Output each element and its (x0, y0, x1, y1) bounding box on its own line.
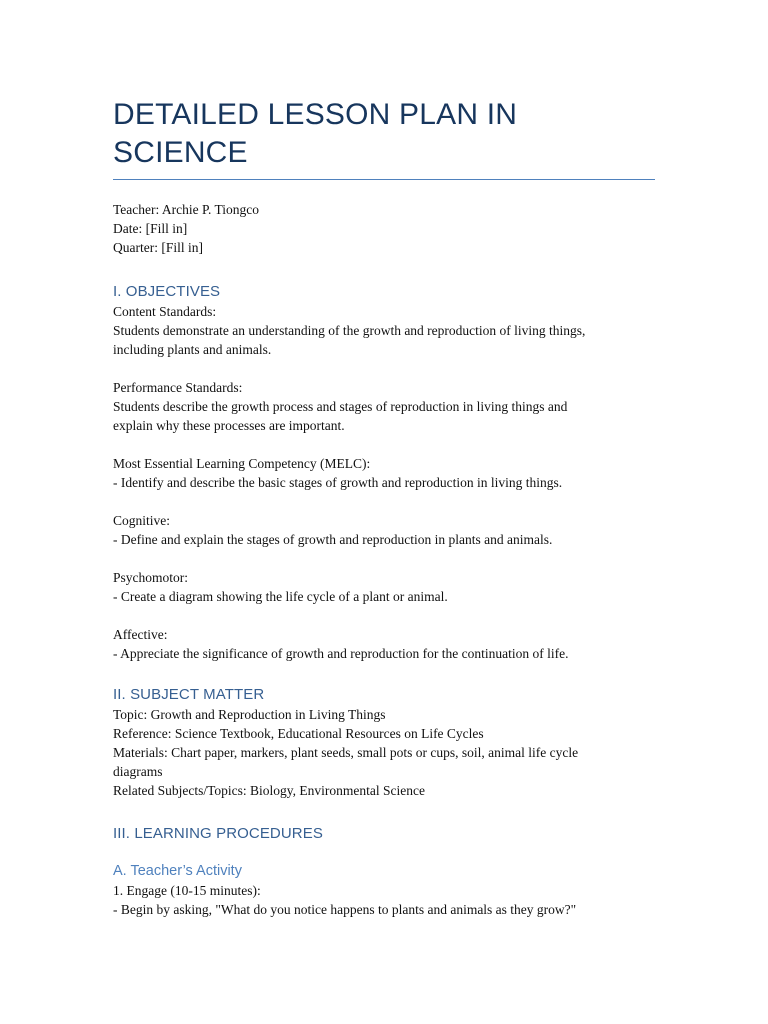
psychomotor-label: Psychomotor: (113, 570, 189, 585)
learning-procedures-heading: III. LEARNING PROCEDURES (113, 825, 323, 842)
engage-text: - Begin by asking, "What do you notice happens to plants and animals as they grow?" (113, 902, 577, 917)
meta-block (113, 200, 655, 257)
melc-text: - Identify and describe the basic stages of growth and reproduction in living things. (113, 475, 563, 490)
document-title: DETAILED LESSON PLAN IN SCIENCE (113, 96, 655, 180)
subject-matter-section (113, 685, 655, 800)
performance-standards-label: Performance Standards: (113, 380, 243, 395)
engage-line: 1. Engage (10-15 minutes): (113, 883, 261, 898)
content-standards-text-cont: including plants and animals. (113, 342, 272, 357)
performance-standards-text-cont: explain why these processes are important. (113, 418, 345, 433)
psychomotor-text: - Create a diagram showing the life cycle of a plant or animal. (113, 589, 448, 604)
materials-line-cont: diagrams (113, 764, 163, 779)
objectives-section (113, 282, 655, 663)
affective-text: - Appreciate the significance of growth and reproduction for the continuation of life. (113, 646, 569, 661)
content-standards-label: Content Standards: (113, 304, 217, 319)
date-line: Date: [Fill in] (113, 221, 188, 236)
learning-procedures-section (113, 824, 655, 919)
cognitive-text: - Define and explain the stages of growth and reproduction in plants and animals. (113, 532, 553, 547)
performance-standards-text: Students describe the growth process and stages of reproduction in living things and (113, 399, 568, 414)
quarter-line: Quarter: [Fill in] (113, 240, 203, 255)
reference-line: Reference: Science Textbook, Educational Resources on Life Cycles (113, 726, 484, 741)
related-subjects-line: Related Subjects/Topics: Biology, Environmental Science (113, 783, 425, 798)
teacher-line: Teacher: Archie P. Tiongco (113, 202, 260, 217)
objectives-heading: I. OBJECTIVES (113, 283, 221, 300)
melc-label: Most Essential Learning Competency (MELC): (113, 456, 371, 471)
affective-label: Affective: (113, 627, 168, 642)
materials-line: Materials: Chart paper, markers, plant seeds, small pots or cups, soil, animal life cycle (113, 745, 579, 760)
teacher-activity-subheading: A. Teacher’s Activity (113, 863, 242, 879)
subject-matter-heading: II. SUBJECT MATTER (113, 686, 265, 703)
topic-line: Topic: Growth and Reproduction in Living Things (113, 707, 386, 722)
content-standards-text: Students demonstrate an understanding of the growth and reproduction of living things, (113, 323, 586, 338)
document-page (113, 96, 655, 919)
cognitive-label: Cognitive: (113, 513, 170, 528)
